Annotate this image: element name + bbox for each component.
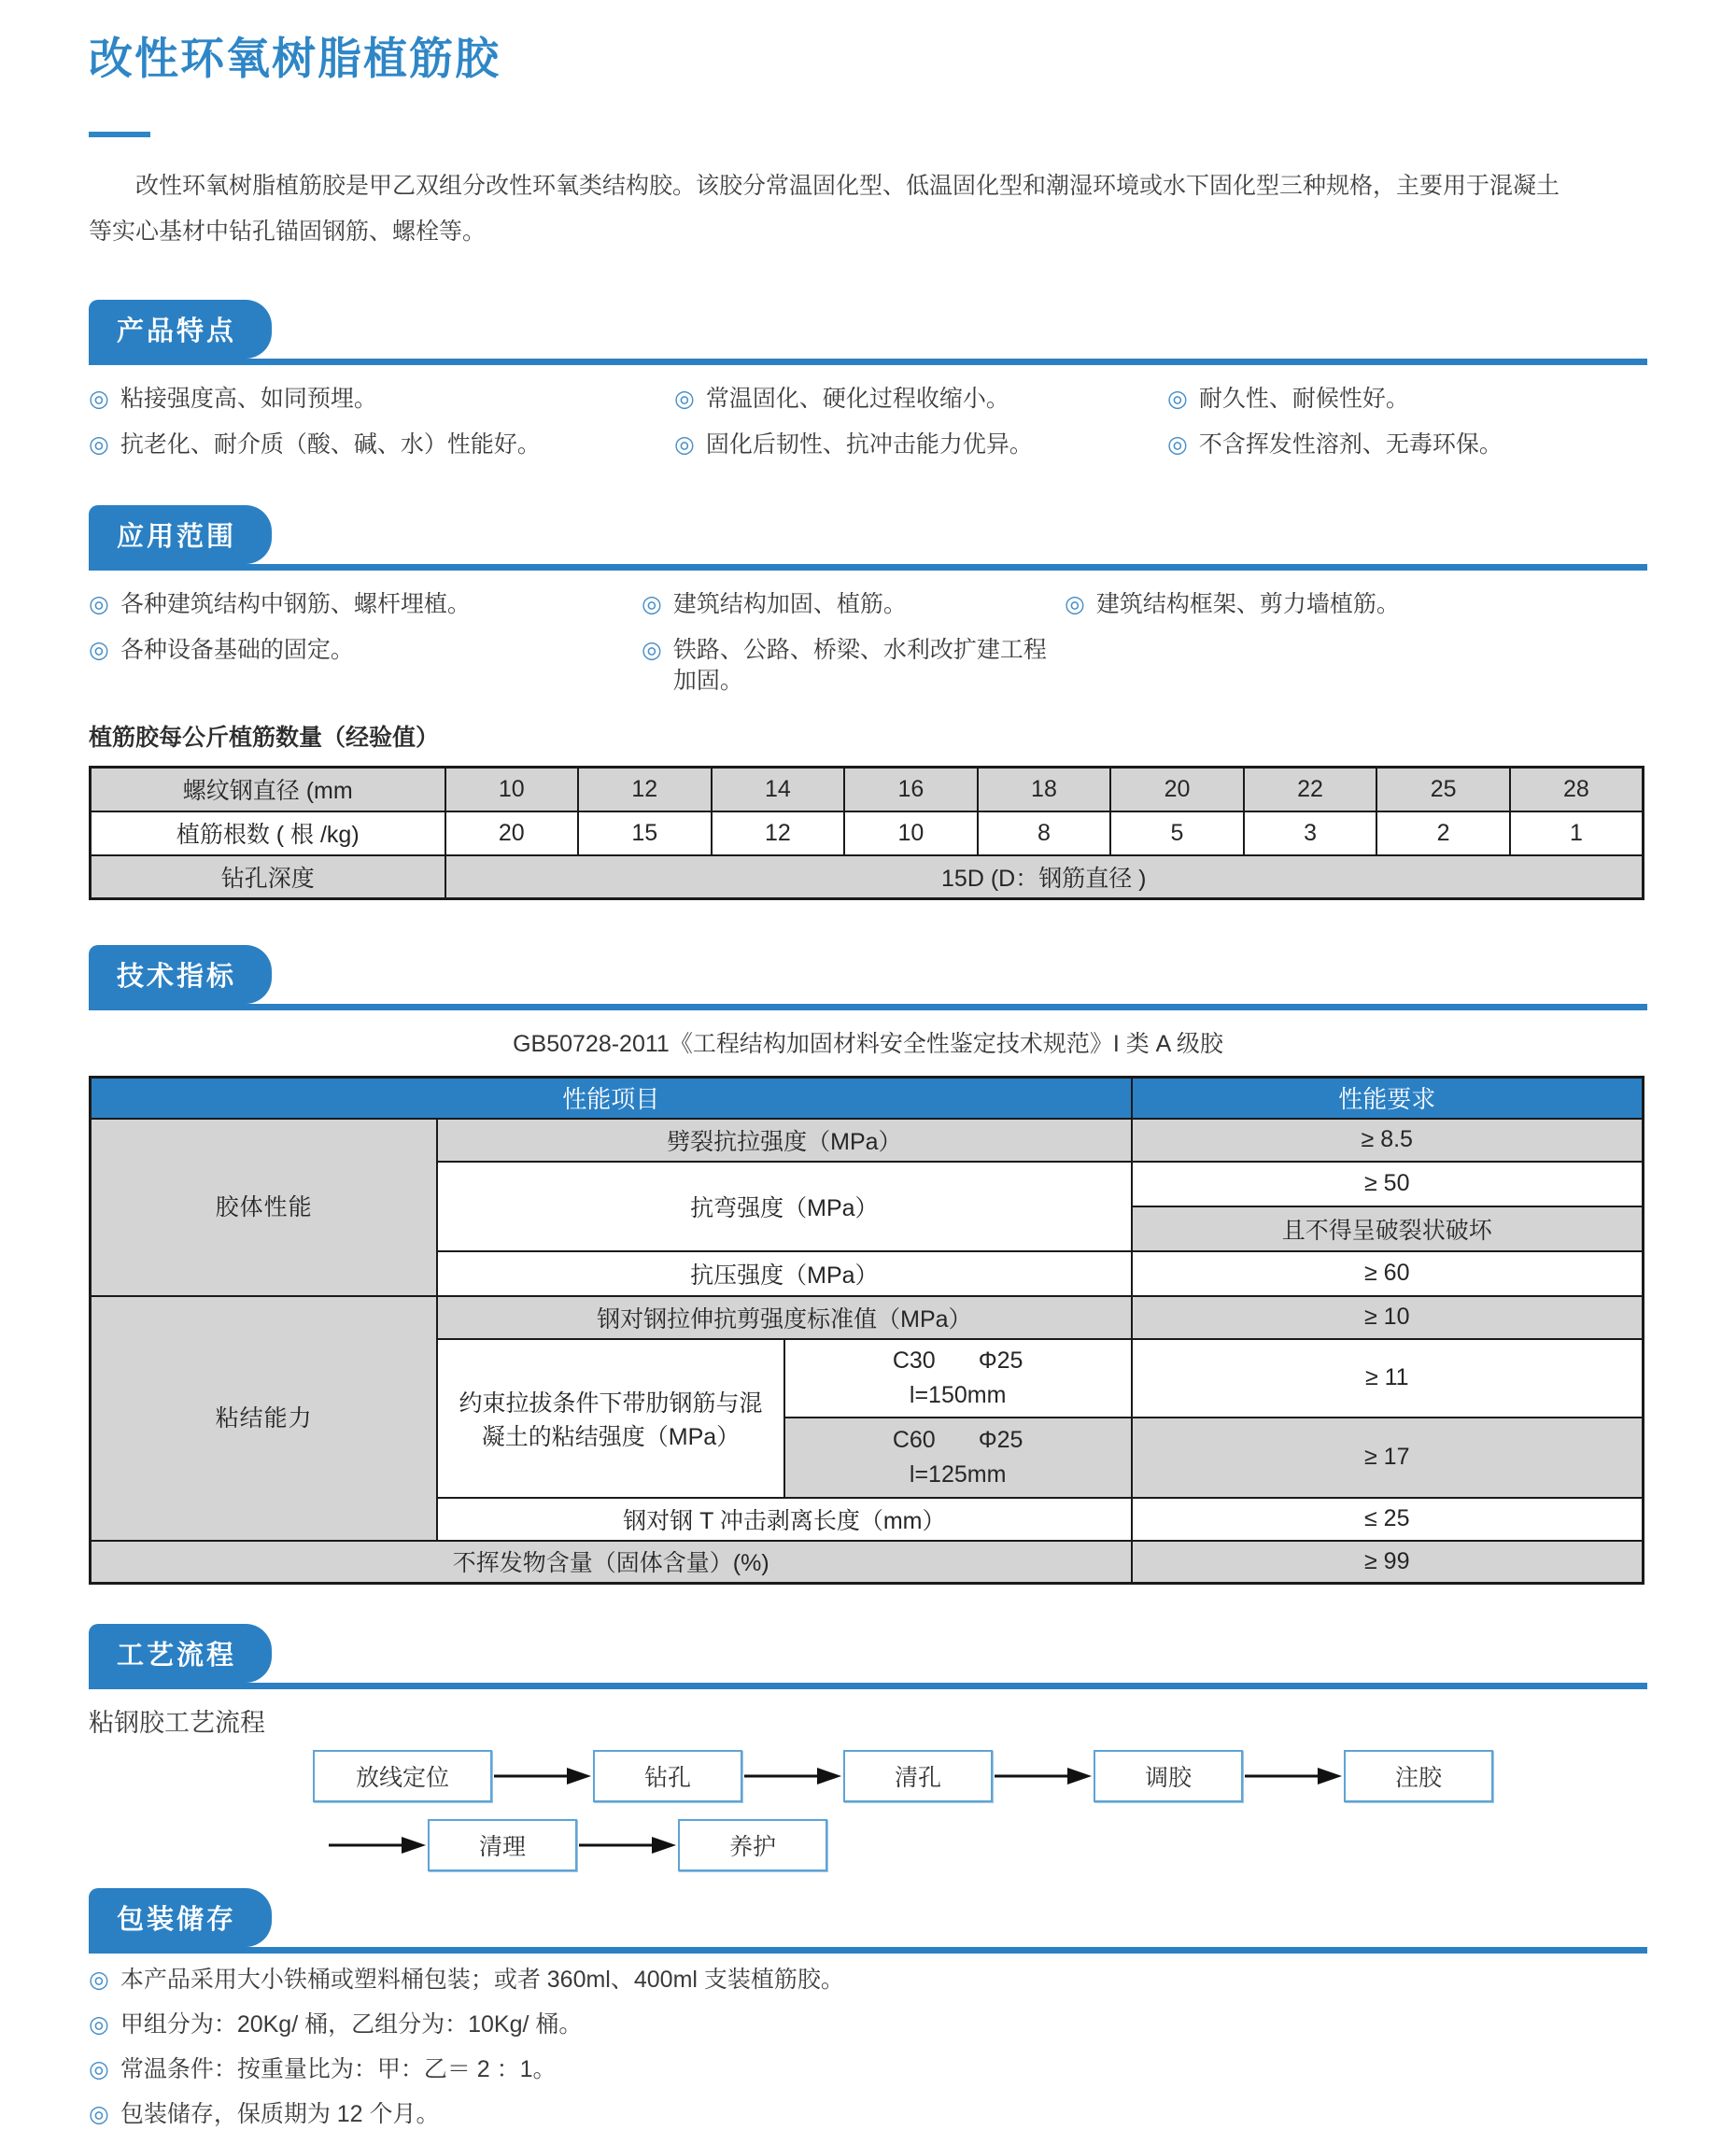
property-cell: 钢对钢 T 冲击剥离长度（mm） — [437, 1498, 1131, 1541]
concrete-grade: C60 — [892, 1426, 936, 1453]
table-row — [91, 768, 1644, 811]
list-item — [89, 2054, 1647, 2085]
diameter-cell: 16 — [844, 768, 978, 811]
feature-text: 粘接强度高、如同预埋。 — [120, 386, 377, 412]
application-text: 各种设备基础的固定。 — [120, 637, 354, 663]
list-item — [1065, 589, 1647, 620]
flow-step: 放线定位 — [313, 1750, 492, 1802]
row-label: 植筋根数 ( 根 /kg) — [91, 811, 445, 855]
property-cell: 钢对钢拉伸抗剪强度标准值（MPa） — [437, 1296, 1131, 1339]
table-row — [91, 1119, 1644, 1162]
test-condition-cell — [784, 1418, 1132, 1498]
row-label: 螺纹钢直径 (mm — [91, 768, 445, 811]
section-badge-packaging: 包装储存 — [89, 1888, 272, 1947]
embed-length: l=125mm — [909, 1460, 1007, 1488]
list-item — [674, 430, 1167, 460]
bullet-icon: ◎ — [89, 591, 109, 617]
requirement-cell: ≥ 8.5 — [1132, 1119, 1644, 1162]
diameter-cell: 12 — [578, 768, 712, 811]
depth-value: 15D (D：钢筋直径 ) — [445, 855, 1644, 899]
count-cell: 1 — [1510, 811, 1644, 855]
flow-step: 注胶 — [1344, 1750, 1493, 1802]
flow-arrow-icon — [577, 1835, 678, 1855]
section-badge-features: 产品特点 — [89, 300, 272, 359]
bullet-icon: ◎ — [89, 2011, 109, 2038]
rebar-table-caption: 植筋胶每公斤植筋数量（经验值） — [89, 725, 440, 751]
packaging-text: 包装储存，保质期为 12 个月。 — [120, 2101, 440, 2127]
flow-arrow-icon — [327, 1835, 428, 1855]
requirement-cell: ≥ 11 — [1132, 1339, 1644, 1418]
count-cell: 8 — [978, 811, 1111, 855]
bullet-icon: ◎ — [642, 637, 662, 663]
concrete-grade: C30 — [892, 1347, 936, 1374]
flow-arrow-icon — [742, 1766, 843, 1786]
section-badge-process: 工艺流程 — [89, 1624, 272, 1683]
count-cell: 3 — [1244, 811, 1377, 855]
requirement-cell: ≥ 99 — [1132, 1541, 1644, 1584]
feature-text: 常温固化、硬化过程收缩小。 — [705, 386, 1009, 412]
requirement-cell: ≤ 25 — [1132, 1498, 1644, 1541]
property-cell: 不挥发物含量（固体含量）(%) — [91, 1541, 1132, 1584]
requirement-cell: ≥ 10 — [1132, 1296, 1644, 1339]
list-item — [642, 635, 1065, 697]
table-row — [91, 811, 1644, 855]
property-cell: 约束拉拔条件下带肋钢筋与混凝土的粘结强度（MPa） — [437, 1339, 784, 1498]
bullet-icon: ◎ — [642, 591, 662, 617]
requirement-cell: 且不得呈破裂状破坏 — [1132, 1206, 1644, 1251]
count-cell: 2 — [1376, 811, 1510, 855]
flow-step: 调胶 — [1094, 1750, 1243, 1802]
bullet-icon: ◎ — [89, 1967, 109, 1993]
list-item — [89, 2010, 1647, 2040]
diameter-cell: 18 — [978, 768, 1111, 811]
intro-line-2: 等实心基材中钻孔锚固钢筋、螺栓等。 — [89, 219, 487, 245]
packaging-text: 常温条件：按重量比为：甲：乙＝ 2 ：1。 — [120, 2056, 557, 2082]
section-badge-applications: 应用范围 — [89, 505, 272, 564]
process-subtitle: 粘钢胶工艺流程 — [89, 1709, 265, 1737]
bullet-icon: ◎ — [89, 386, 109, 412]
table-header-row — [91, 1078, 1644, 1119]
process-flow-row-1 — [313, 1750, 1647, 1802]
count-cell: 15 — [578, 811, 712, 855]
diameter-cell: 14 — [712, 768, 845, 811]
test-condition-cell — [784, 1339, 1132, 1418]
group-label: 胶体性能 — [91, 1119, 438, 1296]
section-header-applications — [89, 505, 1647, 571]
list-item — [89, 589, 642, 620]
section-header-process — [89, 1624, 1647, 1689]
intro-line-1: 改性环氧树脂植筋胶是甲乙双组分改性环氧类结构胶。该胶分常温固化型、低温固化型和潮湿环境或水下固化型三种规格，主要用于混凝土 — [135, 173, 1560, 199]
table-row — [91, 1541, 1644, 1584]
title-underline — [89, 132, 150, 137]
feature-text: 不含挥发性溶剂、无毒环保。 — [1198, 431, 1503, 458]
count-cell: 10 — [844, 811, 978, 855]
bullet-icon: ◎ — [1167, 386, 1188, 412]
features-list — [89, 384, 1647, 460]
row-label: 钻孔深度 — [91, 855, 445, 899]
count-cell: 5 — [1110, 811, 1244, 855]
bullet-icon: ◎ — [1065, 591, 1085, 617]
list-item — [89, 384, 674, 415]
feature-text: 抗老化、耐介质（酸、碱、水）性能好。 — [120, 431, 541, 458]
bullet-icon: ◎ — [1167, 431, 1188, 458]
property-cell: 劈裂抗拉强度（MPa） — [437, 1119, 1131, 1162]
flow-step: 清理 — [428, 1819, 577, 1871]
table-row — [91, 1296, 1644, 1339]
list-item — [89, 1965, 1647, 1996]
flow-arrow-icon — [492, 1766, 593, 1786]
count-cell: 20 — [445, 811, 579, 855]
table-row — [91, 855, 1644, 899]
list-item — [89, 635, 642, 697]
property-cell: 抗弯强度（MPa） — [437, 1162, 1131, 1251]
diameter-cell: 22 — [1244, 768, 1377, 811]
application-text: 各种建筑结构中钢筋、螺杆埋植。 — [120, 591, 471, 617]
feature-text: 固化后韧性、抗冲击能力优异。 — [705, 431, 1033, 458]
flow-arrow-icon — [1243, 1766, 1344, 1786]
flow-step: 钻孔 — [593, 1750, 742, 1802]
column-header-requirement: 性能要求 — [1132, 1078, 1644, 1119]
packaging-list — [89, 1965, 1647, 2130]
diameter-cell: 10 — [445, 768, 579, 811]
diameter-cell: 20 — [1110, 768, 1244, 811]
section-header-tech — [89, 945, 1647, 1010]
property-cell: 抗压强度（MPa） — [437, 1251, 1131, 1296]
column-header-item: 性能项目 — [91, 1078, 1132, 1119]
bullet-icon: ◎ — [89, 637, 109, 663]
intro-paragraph — [89, 163, 1647, 255]
rebar-count-table — [89, 766, 1644, 900]
group-label: 粘结能力 — [91, 1296, 438, 1541]
application-text: 建筑结构框架、剪力墙植筋。 — [1095, 591, 1400, 617]
diameter-cell: 25 — [1376, 768, 1510, 811]
list-item — [89, 2099, 1647, 2130]
bullet-icon: ◎ — [89, 2101, 109, 2127]
list-item — [674, 384, 1167, 415]
application-text: 铁路、公路、桥梁、水利改扩建工程加固。 — [672, 637, 1047, 694]
embed-length: l=150mm — [909, 1381, 1007, 1408]
bullet-icon: ◎ — [674, 386, 695, 412]
requirement-cell: ≥ 17 — [1132, 1418, 1644, 1498]
application-text: 建筑结构加固、植筋。 — [672, 591, 907, 617]
section-header-features — [89, 300, 1647, 365]
tech-indicators-table — [89, 1076, 1644, 1585]
applications-list — [89, 589, 1647, 697]
process-flow-row-2 — [327, 1819, 1647, 1871]
flow-step: 清孔 — [843, 1750, 993, 1802]
bullet-icon: ◎ — [674, 431, 695, 458]
flow-arrow-icon — [993, 1766, 1094, 1786]
list-item — [1167, 384, 1647, 415]
bar-diameter: Φ25 — [978, 1426, 1023, 1453]
bar-diameter: Φ25 — [978, 1347, 1023, 1374]
bullet-icon: ◎ — [89, 2056, 109, 2082]
feature-text: 耐久性、耐候性好。 — [1198, 386, 1409, 412]
list-item — [89, 430, 674, 460]
count-cell: 12 — [712, 811, 845, 855]
list-item — [642, 589, 1065, 620]
page-title: 改性环氧树脂植筋胶 — [89, 34, 501, 83]
standard-reference: GB50728-2011《工程结构加固材料安全性鉴定技术规范》I 类 A 级胶 — [513, 1031, 1223, 1057]
flow-step: 养护 — [678, 1819, 827, 1871]
requirement-cell: ≥ 50 — [1132, 1162, 1644, 1206]
requirement-cell: ≥ 60 — [1132, 1251, 1644, 1296]
packaging-text: 本产品采用大小铁桶或塑料桶包装；或者 360ml、400ml 支装植筋胶。 — [120, 1967, 844, 1993]
packaging-text: 甲组分为：20Kg/ 桶，乙组分为：10Kg/ 桶。 — [120, 2011, 583, 2038]
diameter-cell: 28 — [1510, 768, 1644, 811]
list-item — [1167, 430, 1647, 460]
section-badge-tech: 技术指标 — [89, 945, 272, 1004]
section-header-packaging — [89, 1888, 1647, 1954]
bullet-icon: ◎ — [89, 431, 109, 458]
